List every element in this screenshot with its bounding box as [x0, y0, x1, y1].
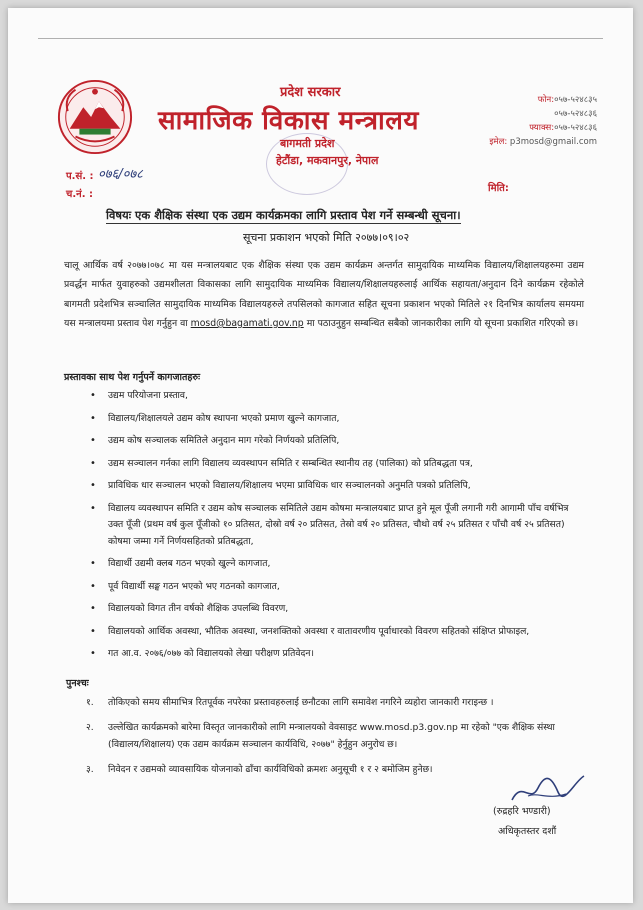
document-item-text: गत आ.व. २०७६/०७७ को विद्यालयको लेखा परीक्षण प्रतिवेदन।	[108, 648, 314, 659]
patra-sankhya-value: ०७६/०७८	[98, 167, 143, 182]
footnote-number: १.	[86, 697, 94, 708]
document-item	[66, 601, 586, 618]
document-item-text: उद्यम परियोजना प्रस्ताव,	[108, 390, 188, 401]
bullet-icon: •	[90, 390, 96, 401]
document-item-text: प्राविधिक धार सञ्चालन भएको विद्यालय/शिक्षालय भएमा प्राविधिक धार सञ्चालनको अनुमति पत्रको प्रतिलिपि,	[108, 480, 471, 491]
ministry-name: सामाजिक विकास मन्त्रालय	[158, 106, 419, 136]
document-item-text: उद्यम कोष सञ्चालक समितिले अनुदान माग गरेको निर्णयको प्रतिलिपि,	[108, 435, 340, 446]
footnote-text: तोकिएको समय सीमाभित्र रितपूर्वक नपरेका प्रस्तावहरुलाई छनौटका लागि समावेश नगरिने व्यहोरा जानकारी गराइन्छ ।	[108, 697, 494, 708]
document-item-text: विद्यालय/शिक्षालयले उद्यम कोष स्थापना भएको प्रमाण खुल्ने कागजात,	[108, 412, 340, 424]
bullet-icon: •	[90, 558, 96, 569]
document-item-text: विद्यार्थी उद्यमी क्लब गठन भएको खुल्ने कागजात,	[108, 558, 271, 569]
document-item-text: पूर्व विद्यार्थी सङ्घ गठन भएको भए गठनको कागजात,	[108, 580, 280, 592]
footnote-item	[86, 719, 586, 753]
document-item	[66, 501, 586, 551]
bullet-icon: •	[90, 603, 96, 614]
document-item	[66, 456, 586, 473]
phone-value-1: ०५७-५२४८३५	[554, 95, 597, 105]
notice-body	[64, 256, 584, 333]
bullet-icon: •	[90, 412, 96, 424]
document-item	[66, 646, 586, 663]
document-page	[8, 8, 633, 903]
body-text-before-email: चालू आर्थिक वर्ष २०७७।०७८ मा यस मन्त्रालयबाट एक शैक्षिक संस्था एक उद्यम कार्यक्रम अन्तर्गत सामुदायिक माध्यमिक विद्यालय/शिक्षालयहरुमा उद्यम प्रवर्द्धन मार्फत युवाहरुको उद्यमशीलता विकासका लागि सामुदायिक माध्यमिक विद्यालय/शिक्षालयहरुलाई आर्थिक सहायता/अनुदान दिने कार्यक्रम रहेकोले बागमती प्रदेशभित्र सञ्चालित सामुदायिक माध्यमिक विद्यालयहरुले तपसिलको कागजात सहित सूचना प्रकाशन भएको मितिले २१ दिनभित्र कार्यालय समयमा यस मन्त्रालयमा प्रस्ताव पेश गर्नुहुन वा	[64, 260, 584, 329]
bullet-icon: •	[90, 502, 96, 514]
footnote-text: निवेदन र उद्यमको व्यावसायिक योजनाको ढाँचा कार्यविधिको क्रमशः अनुसूची १ र २ बमोजिम हुनेछ।	[108, 764, 433, 775]
government-label: प्रदेश सरकार	[280, 85, 341, 100]
email-label: इमेल:	[489, 137, 508, 147]
phone-value-2: ०५७-५२४८३६	[554, 109, 597, 119]
patra-sankhya-label: प.सं. :	[66, 171, 94, 182]
document-item	[66, 624, 586, 641]
document-item-text: उद्यम सञ्चालन गर्नका लागि विद्यालय व्यवस्थापन समिति र सम्बन्धित स्थानीय तह (पालिका) को प्रतिबद्धता पत्र,	[108, 457, 473, 469]
chalani-number-label: च.नं. :	[66, 189, 93, 200]
document-item	[66, 433, 586, 450]
fax-value: ०५७-५२४८३६	[554, 123, 597, 133]
office-address: हेटौंडा, मकवानपुर, नेपाल	[276, 154, 379, 167]
footnote-text: उल्लेखित कार्यक्रमको बारेमा विस्तृत जानकारीको लागि मन्त्रालयको वेवसाइट www.mosd.p3.gov.np मा रहेको "एक शैक्षिक संस्था (विद्यालय/शिक्षालय) एक उद्यम कार्यक्रम सञ्चालन कार्यविधि, २०७७" हेर्नुहुन अनुरोध छ।	[108, 722, 555, 750]
bullet-icon: •	[90, 480, 96, 491]
email-line	[489, 136, 597, 147]
phone-line-2	[554, 108, 597, 119]
document-item-text: विद्यालय व्यवस्थापन समिति र उद्यम कोष सञ्चालक समितिले उद्यम कोषमा मन्त्रालयबाट प्राप्त हुने मूल पूँजी लगानी गरी आगामी पाँच वर्षभित्र उक्त पूँजी (प्रथम वर्ष कुल पूँजीको १० प्रतिसत, दोस्रो वर्ष २० प्रतिसत, तेस्रो वर्ष २० प्रतिसत, चौथो वर्ष २५ प्रतिसत र पाँचौ वर्ष २५ प्रतिसत) कोषमा जम्मा गर्ने निर्णयसहितको प्रतिबद्धता,	[108, 502, 569, 547]
top-rule	[38, 38, 603, 39]
phone-label: फोन:	[537, 95, 555, 105]
nepal-emblem-logo	[56, 78, 134, 156]
footnotes-title: पुनश्चः	[66, 678, 89, 689]
signatory-name: (रुद्रहरि भण्डारी)	[493, 806, 551, 817]
fax-line	[529, 122, 597, 133]
document-item	[66, 478, 586, 495]
bullet-icon: •	[90, 435, 96, 446]
documents-list	[66, 388, 586, 669]
footnote-number: ३.	[86, 764, 94, 775]
publication-date: सूचना प्रकाशन भएको मिति २०७७।०९।०२	[243, 231, 410, 244]
signatory-title: अधिकृतस्तर दशौं	[498, 826, 557, 837]
date-label: मिति:	[488, 183, 509, 194]
submission-email-link[interactable]: mosd@bagamati.gov.np	[190, 317, 304, 329]
email-value[interactable]: p3mosd@gmail.com	[509, 137, 597, 147]
footnote-item	[86, 694, 586, 711]
fax-label: फ्याक्स:	[529, 123, 555, 133]
document-item-text: विद्यालयको विगत तीन वर्षको शैक्षिक उपलब्धि विवरण,	[108, 603, 289, 614]
notice-subject: विषयः एक शैक्षिक संस्था एक उद्यम कार्यक्रमका लागि प्रस्ताव पेश गर्ने सम्बन्धी सूचना।	[106, 208, 461, 222]
document-item	[66, 388, 586, 405]
document-item-text: विद्यालयको आर्थिक अवस्था, भौतिक अवस्था, जनशक्तिको अवस्था र वातावरणीय पूर्वाधारको विवरण सहितको संक्षिप्त प्रोफाइल,	[108, 625, 530, 637]
document-item	[66, 556, 586, 573]
bullet-icon: •	[90, 625, 96, 637]
bullet-icon: •	[90, 457, 96, 469]
body-text-after-email: मा पठाउनुहुन सम्बन्धित सबैको जानकारीका लागि यो सूचना प्रकाशित गरिएको छ।	[306, 317, 579, 329]
footnote-number: २.	[86, 722, 94, 733]
document-item	[66, 411, 586, 428]
bullet-icon: •	[90, 648, 96, 659]
documents-title: प्रस्तावका साथ पेश गर्नुपर्ने कागजातहरुः	[64, 372, 201, 383]
document-item	[66, 579, 586, 596]
province-name: बागमती प्रदेश	[280, 137, 335, 150]
bullet-icon: •	[90, 580, 96, 592]
phone-line-1	[538, 94, 597, 105]
